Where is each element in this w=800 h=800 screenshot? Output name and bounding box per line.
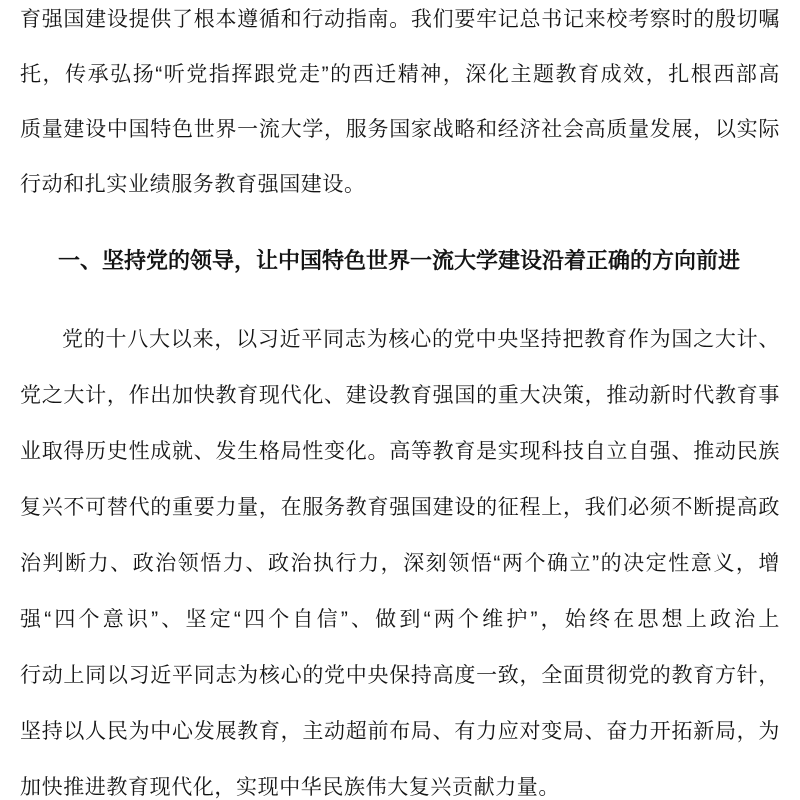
text-line: 复兴不可替代的重要力量，在服务教育强国建设的征程上，我们必须不断提高政 (20, 496, 780, 519)
section-heading: 一、坚持党的领导，让中国特色世界一流大学建设沿着正确的方向前进 (58, 248, 741, 273)
text-line: 行动和扎实业绩服务教育强国建设。 (20, 173, 366, 196)
text-line: 质量建设中国特色世界一流大学，服务国家战略和经济社会高质量发展，以实际 (20, 118, 780, 141)
text-line: 业取得历史性成就、发生格局性变化。高等教育是实现科技自立自强、推动民族 (20, 440, 780, 463)
text-line: 党之大计，作出加快教育现代化、建设教育强国的重大决策，推动新时代教育事 (20, 384, 780, 407)
text-line: 治判断力、政治领悟力、政治执行力，深刻领悟“两个确立”的决定性意义，增 (20, 552, 780, 575)
text-line: 党的十八大以来，以习近平同志为核心的党中央坚持把教育作为国之大计、 (62, 328, 780, 351)
text-line: 坚持以人民为中心发展教育，主动超前布局、有力应对变局、奋力开拓新局，为 (20, 720, 780, 743)
text-line: 育强国建设提供了根本遵循和行动指南。我们要牢记总书记来校考察时的殷切嘱 (20, 8, 780, 31)
text-line: 加快推进教育现代化，实现中华民族伟大复兴贡献力量。 (20, 776, 560, 799)
text-line: 行动上同以习近平同志为核心的党中央保持高度一致，全面贯彻党的教育方针， (20, 664, 780, 687)
body-paragraph (20, 312, 780, 800)
text-line: 托，传承弘扬“听党指挥跟党走”的西迁精神，深化主题教育成效，扎根西部高 (20, 63, 780, 86)
intro-paragraph (20, 0, 780, 212)
text-line: 强“四个意识”、坚定“四个自信”、做到“两个维护”，始终在思想上政治上 (20, 608, 780, 631)
